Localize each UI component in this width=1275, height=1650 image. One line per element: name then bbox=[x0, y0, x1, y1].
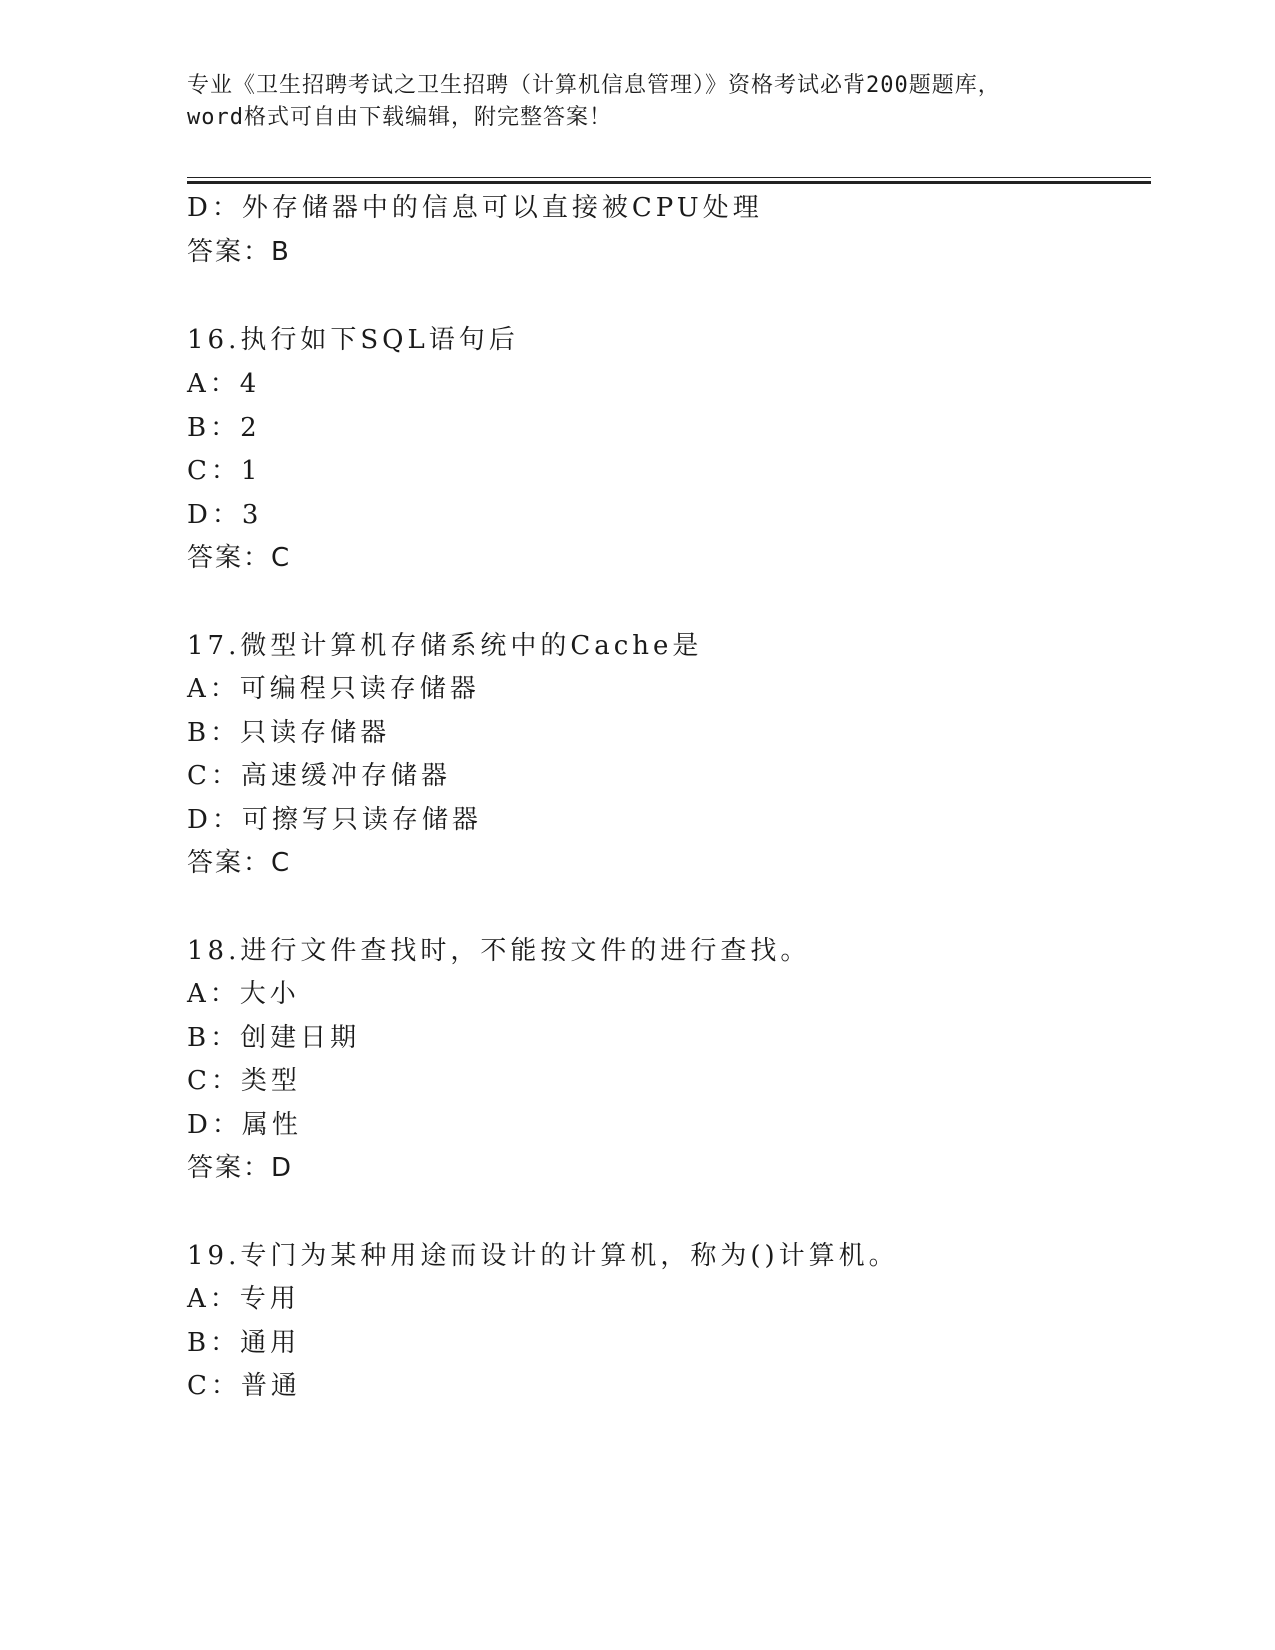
q18-option-b: B：创建日期 bbox=[187, 1023, 361, 1053]
q16-option-c: C：1 bbox=[187, 456, 262, 486]
q18-option-d: D：属性 bbox=[187, 1110, 302, 1140]
q16-answer: 答案：C bbox=[187, 543, 292, 573]
q18-answer: 答案：D bbox=[187, 1153, 294, 1183]
q18-question: 18.进行文件查找时，不能按文件的进行查找。 bbox=[187, 936, 811, 966]
q19-option-b: B：通用 bbox=[187, 1328, 301, 1358]
q16-question: 16.执行如下SQL语句后 bbox=[187, 325, 519, 355]
prev-answer: 答案：B bbox=[187, 237, 291, 267]
header-divider-thick bbox=[187, 181, 1151, 184]
q17-answer: 答案：C bbox=[187, 848, 292, 878]
header-divider-thin bbox=[187, 177, 1151, 178]
header-title-line-1: 专业《卫生招聘考试之卫生招聘（计算机信息管理）》资格考试必背200题题库， bbox=[187, 73, 1001, 98]
prev-option-d: D：外存储器中的信息可以直接被CPU处理 bbox=[187, 193, 763, 223]
q17-question: 17.微型计算机存储系统中的Cache是 bbox=[187, 631, 703, 661]
q16-option-d: D：3 bbox=[187, 500, 263, 530]
q19-option-c: C：普通 bbox=[187, 1371, 301, 1401]
q19-option-a: A：专用 bbox=[187, 1284, 300, 1314]
q17-option-d: D：可擦写只读存储器 bbox=[187, 805, 482, 835]
q17-option-a: A：可编程只读存储器 bbox=[187, 674, 480, 704]
q17-option-b: B：只读存储器 bbox=[187, 718, 391, 748]
q19-question: 19.专门为某种用途而设计的计算机，称为()计算机。 bbox=[187, 1241, 899, 1271]
q17-option-c: C：高速缓冲存储器 bbox=[187, 761, 451, 791]
q16-option-b: B：2 bbox=[187, 413, 261, 443]
q16-option-a: A：4 bbox=[187, 369, 261, 399]
q18-option-a: A：大小 bbox=[187, 979, 300, 1009]
document-header bbox=[187, 70, 1107, 134]
header-title-line-2: word格式可自由下载编辑，附完整答案！ bbox=[187, 105, 612, 130]
q18-option-c: C：类型 bbox=[187, 1066, 301, 1096]
